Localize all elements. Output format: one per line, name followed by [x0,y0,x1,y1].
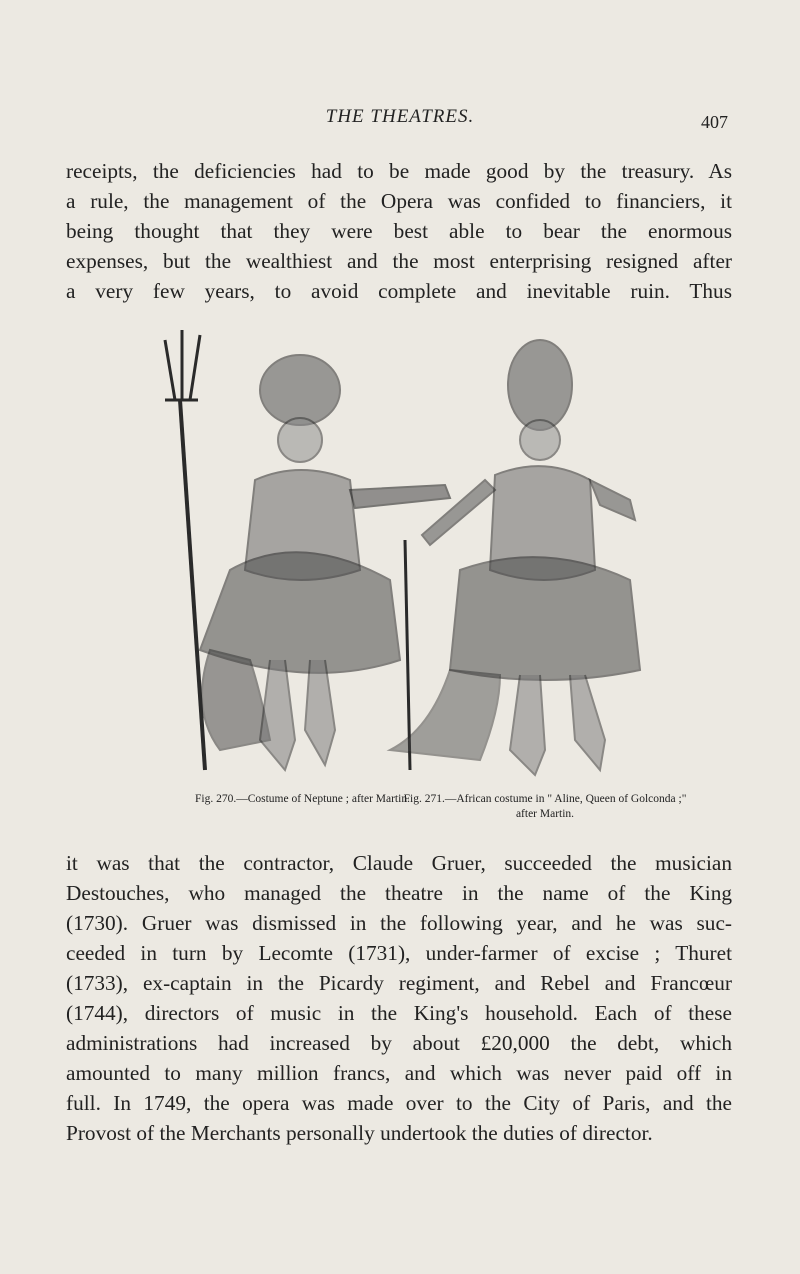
text-line: (1744), directors of music in the King's household. Each of these [66,1001,732,1025]
text-line: receipts, the deficiencies had to be made good by the treasury. As [66,159,732,183]
text-line: full. In 1749, the opera was made over to the City of Paris, and the [66,1091,732,1115]
african-costume-figure [390,340,640,775]
text-line: amounted to many million francs, and which was never paid off in [66,1061,732,1085]
paragraph-top [66,156,732,306]
paragraph-bottom [66,848,732,1148]
text-line: expenses, but the wealthiest and the most enterprising resigned after [66,249,732,273]
text-line: it was that the contractor, Claude Gruer, succeeded the musician [66,851,732,875]
page-number: 407 [701,112,728,132]
text-line: administrations had increased by about £20,000 the debt, which [66,1031,732,1055]
fig-271-caption-line1: Fig. 271.—African costume in " Aline, Queen of Golconda ;" [403,793,687,805]
costume-engravings-illustration [160,330,660,780]
text-line: a rule, the management of the Opera was confided to financiers, it [66,189,732,213]
page-header [0,106,800,136]
text-line: ceeded in turn by Lecomte (1731), under-farmer of excise ; Thuret [66,941,732,965]
fig-271-caption-line2: after Martin. [515,808,575,820]
text-line: Destouches, who managed the theatre in the name of the King [66,881,732,905]
fig-270-caption: Fig. 270.—Costume of Neptune ; after Martin. [195,793,410,805]
costume-engravings [160,330,660,780]
text-line: a very few years, to avoid complete and inevitable ruin. Thus [66,279,732,303]
text-line: Provost of the Merchants personally undertook the duties of director. [66,1121,653,1145]
text-line: (1733), ex-captain in the Picardy regiment, and Rebel and Francœur [66,971,732,995]
running-head: THE THEATRES. [325,106,475,127]
text-line: being thought that they were best able to bear the enormous [66,219,732,243]
fig-271-caption [385,792,705,822]
text-line: (1730). Gruer was dismissed in the following year, and he was suc- [66,911,732,935]
